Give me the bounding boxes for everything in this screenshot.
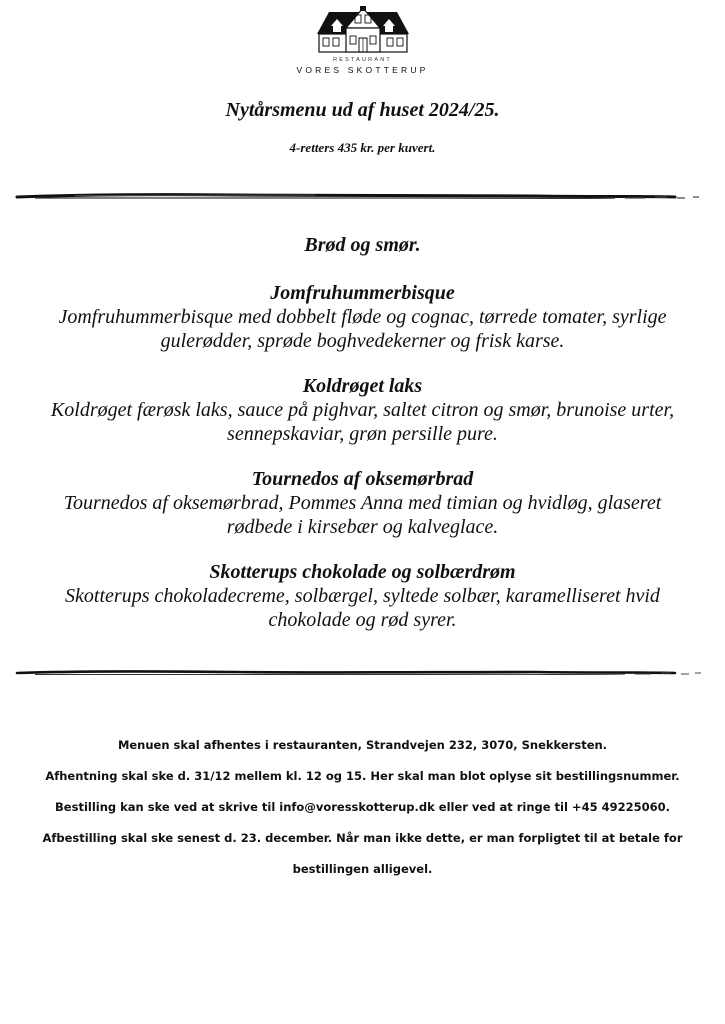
pickup-time: Afhentning skal ske d. 31/12 mellem kl. 12 og 15. Her skal man blot oplyse sit bestillingsnummer. xyxy=(45,769,680,783)
pickup-location: Menuen skal afhentes i restauranten, Strandvejen 232, 3070, Snekkersten. xyxy=(117,738,608,752)
course-item xyxy=(20,374,705,446)
course-description-line: Jomfruhummerbisque med dobbelt fløde og cognac, tørrede tomater, syrlige xyxy=(58,306,667,328)
page-title: Nytårsmenu ud af huset 2024/25. xyxy=(225,99,500,121)
course-description-line: Skotterups chokoladecreme, solbærgel, syltede solbær, karamelliseret hvid xyxy=(65,585,660,607)
cancellation-policy-cont: bestillingen alligevel. xyxy=(292,862,433,876)
course-description xyxy=(20,398,705,446)
course-name: Skotterups chokolade og solbærdrøm xyxy=(209,561,516,583)
course-name: Jomfruhummerbisque xyxy=(270,282,455,304)
course-description-line: gulerødder, sprøde boghvedekerner og frisk karse. xyxy=(160,330,565,352)
cancellation-policy: Afbestilling skal ske senest d. 23. december. Når man ikke dette, er man forpligtet til at betale for xyxy=(42,831,683,845)
menu-list xyxy=(20,232,705,653)
course-description-line: rødbede i kirsebær og kalveglace. xyxy=(226,516,499,538)
course-description-line: chokolade og rød syrer. xyxy=(268,609,457,631)
divider-bottom xyxy=(15,666,705,680)
menu-intro: Brød og smør. xyxy=(304,234,421,256)
course-item xyxy=(20,281,705,353)
course-name: Tournedos af oksemørbrad xyxy=(251,468,474,490)
course-item xyxy=(20,560,705,632)
order-contact: Bestilling kan ske ved at skrive til info@voresskotterup.dk eller ved at ringe til +45 49225060. xyxy=(55,800,670,814)
house-icon xyxy=(313,6,413,54)
divider-top xyxy=(15,190,705,204)
logo-subtitle: RESTAURANT xyxy=(333,57,392,63)
logo-name: VORES SKOTTERUP xyxy=(296,65,429,75)
course-description xyxy=(20,305,705,353)
course-description-line: Koldrøget færøsk laks, sauce på pighvar, saltet citron og smør, brunoise urter, xyxy=(50,399,675,421)
course-name: Koldrøget laks xyxy=(302,375,423,397)
price-subtitle: 4-retters 435 kr. per kuvert. xyxy=(289,140,436,155)
course-description-line: sennepskaviar, grøn persille pure. xyxy=(227,423,498,445)
pickup-info xyxy=(20,736,705,891)
course-description-line: Tournedos af oksemørbrad, Pommes Anna med timian og hvidløg, glaseret xyxy=(63,492,662,514)
course-description xyxy=(20,584,705,632)
course-item xyxy=(20,467,705,539)
course-description xyxy=(20,491,705,539)
restaurant-logo xyxy=(0,6,725,75)
